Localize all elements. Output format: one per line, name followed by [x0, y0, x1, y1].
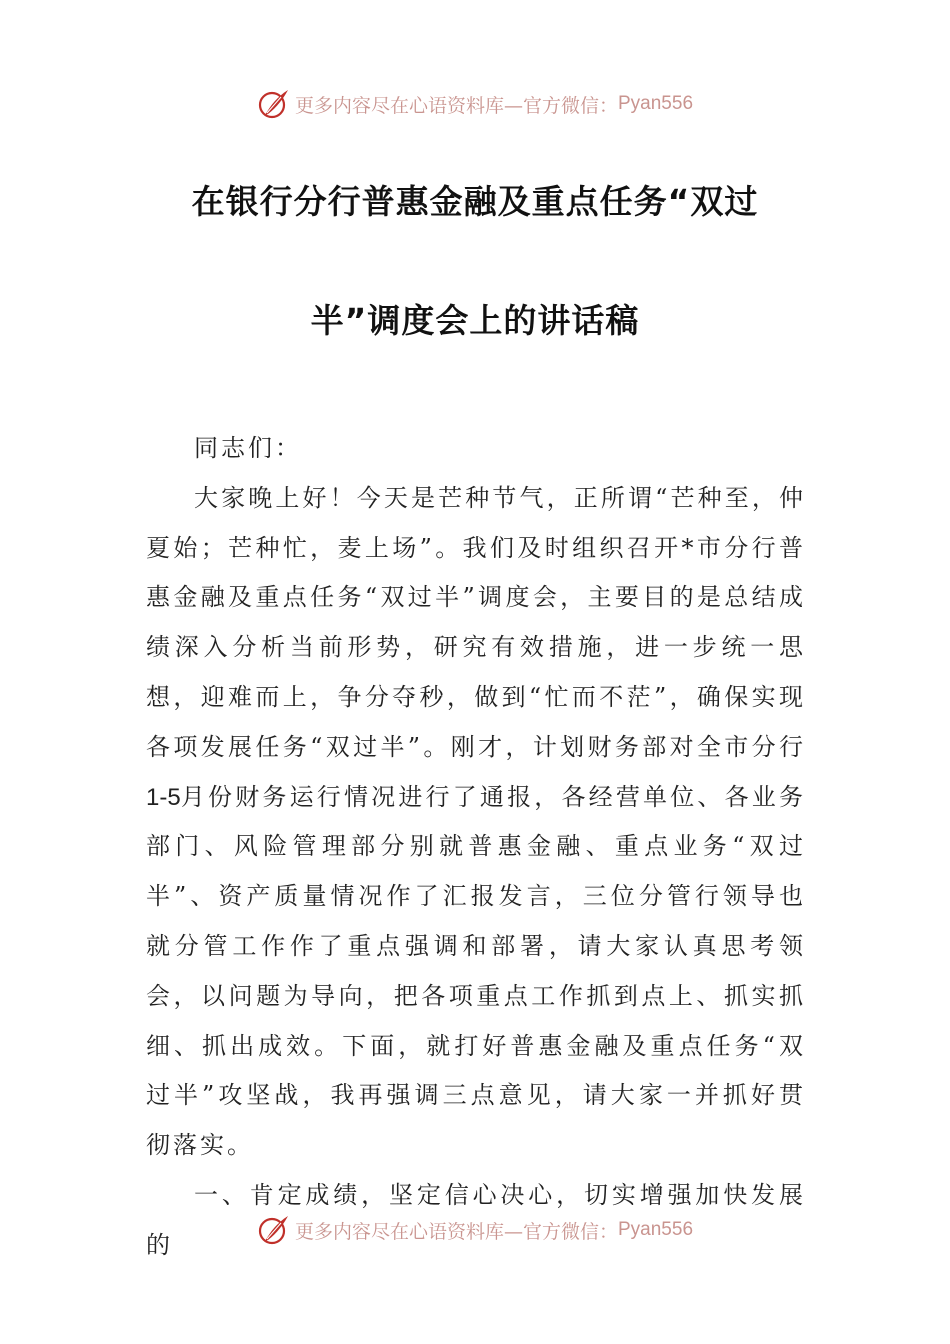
quill-pen-logo [257, 87, 291, 121]
footer-watermark [0, 1208, 950, 1252]
watermark-wechat-id: Pyan556 [618, 1219, 694, 1240]
paragraph-1-part-a: 大家晚上好！今天是芒种节气，正所谓“芒种至，仲夏始；芒种忙，麦上场”。我们及时组织召开*市分行普惠金融及重点任务“双过半”调度会，主要目的是总结成绩深入分析当前形势，研究有效措施，进一步统一思想，迎难而上，争分夺秒，做到“忙而不茫”，确保实现各项发展任务“双过半”。刚才，计划财务部对全市分行 [146, 483, 806, 761]
document-title-line-1: 在银行分行普惠金融及重点任务“双过 [191, 182, 759, 221]
watermark-wechat-id: Pyan556 [618, 93, 694, 114]
paragraph-1-month-range: 1-5 [146, 783, 181, 811]
paragraph-1-part-b: 月份财务运行情况进行了通报，各经营单位、各业务部门、风险管理部分别就普惠金融、重点业务“双过半”、资产质量情况作了汇报发言，三位分管行领导也就分管工作作了重点强调和部署，请大家认真思考领会，以问题为导向，把各项重点工作抓到点上、抓实抓细、抓出成效。下面，就打好普惠金融及重点任务“双过半”攻坚战，我再强调三点意见，请大家一并抓好贯彻落实。 [146, 782, 806, 1160]
document-title-line-2: 半”调度会上的讲话稿 [310, 301, 640, 340]
document-body [146, 424, 806, 1271]
watermark-text: 更多内容尽在心语资料库—官方微信： [294, 94, 618, 117]
salutation: 同志们： [194, 434, 302, 462]
paragraph-2: 一、肯定成绩，坚定信心决心，切实增强加快发展的 [146, 1180, 806, 1259]
quill-pen-logo [257, 1213, 291, 1247]
header-watermark [0, 82, 950, 126]
paragraph-1 [146, 474, 806, 1171]
watermark-text: 更多内容尽在心语资料库—官方微信： [294, 1220, 618, 1243]
